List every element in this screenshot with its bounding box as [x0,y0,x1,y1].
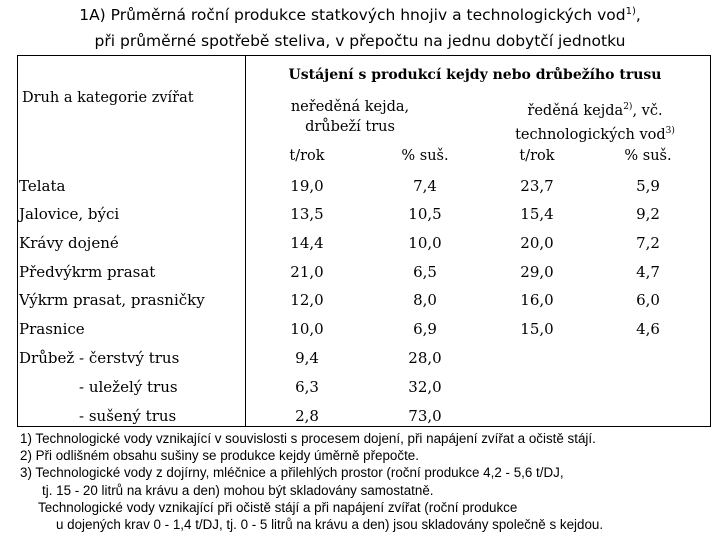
table-cell: 6,3 [295,378,319,396]
row-label: Předvýkrm prasat [19,263,156,281]
table-cell: 12,0 [290,291,324,309]
table-cell: 9,4 [295,349,319,367]
table-cell: 28,0 [408,349,442,367]
column-group-2-line2 [480,121,710,145]
table-cell: 7,2 [636,234,660,252]
table-cell: 6,0 [636,291,660,309]
footnotes [20,430,720,533]
unit-header: % suš. [624,148,672,164]
table-cell: 32,0 [408,378,442,396]
table-cell: 13,5 [290,205,324,223]
column-group-2-line1a: ředěná kejda [527,103,624,119]
column-group-2-line2-text: technologických vod [515,127,666,143]
table-cell: 6,5 [413,263,437,281]
table-cell: 73,0 [408,407,442,425]
row-label: - uleželý trus [79,378,178,396]
title-line-1: 1A) Průměrná roční produkce statkových hnojiv a technologických vod [79,6,626,24]
table-cell: 4,7 [636,263,660,281]
table-cell: 15,0 [520,320,554,338]
row-label: Telata [19,177,66,195]
table-cell: 10,0 [408,234,442,252]
row-label: - sušený trus [79,407,177,425]
table-column-divider [245,55,246,427]
table-cell: 23,7 [520,177,554,195]
table-cell: 4,6 [636,320,660,338]
footnote: Technologické vody vznikající při očistě stájí a při napájení zvířat (roční produkce [38,499,518,515]
footnote: 3) Technologické vody z dojírny, mléčnice a přilehlých prostor (roční produkce 4,2 - 5,6 t/DJ, [20,465,564,481]
table-cell: 14,4 [290,234,324,252]
footnote: 2) Při odlišném obsahu sušiny se produkce kejdy úměrně přepočte. [20,448,419,464]
column-group-2-sup2: 3) [665,126,675,136]
table-cell: 8,0 [413,291,437,309]
unit-header: % suš. [401,148,449,164]
row-label: Krávy dojené [19,234,119,252]
column-group-2-line1b: , vč. [632,103,663,119]
group-header: Ustájení s produkcí kejdy nebo drůbežího trusu [288,67,662,83]
table-cell: 15,4 [520,205,554,223]
table-cell: 16,0 [520,291,554,309]
table-cell: 21,0 [290,263,324,281]
column-group-2-sup1: 2) [623,102,633,112]
table-cell: 19,0 [290,177,324,195]
unit-header: t/rok [289,148,325,164]
title-footnote-mark: 1) [625,6,636,17]
page-subtitle [0,32,720,50]
footnote: 1) Technologické vody vznikající v souvislosti s procesem dojení, při napájení zvířat a očistě stájí. [20,431,596,446]
column-group-1-line1: neředěná kejda, [290,99,410,115]
row-label: Prasnice [19,320,85,338]
footnote: tj. 15 - 20 litrů na krávu a den) mohou být skladovány samostatně. [42,482,434,498]
table-cell: 10,0 [290,320,324,338]
title-line-1-tail: , [635,6,641,24]
table-cell: 10,5 [408,205,442,223]
column-group-2-line1 [480,97,710,121]
table-cell: 7,4 [413,177,437,195]
row-label: Jalovice, býci [19,205,120,223]
footnote: u dojených krav 0 - 1,4 t/DJ, tj. 0 - 5 litrů na krávu a den) jsou skladovány společně s kejdou. [56,516,604,532]
column-group-1-line2: drůbeží trus [305,119,395,135]
unit-header: t/rok [519,148,555,164]
row-label: Výkrm prasat, prasničky [19,291,205,309]
table-cell: 2,8 [295,407,319,425]
column-group-1-header [250,97,450,137]
page-title [0,6,720,24]
title-line-2: při průměrné spotřebě steliva, v přepočtu na jednu dobytčí jednotku [94,32,626,50]
table-cell: 29,0 [520,263,554,281]
row-header: Druh a kategorie zvířat [22,90,194,106]
table-cell: 9,2 [636,205,660,223]
table-cell: 6,9 [413,320,437,338]
table-cell: 5,9 [636,177,660,195]
table-cell: 20,0 [520,234,554,252]
row-label: Drůbež - čerstvý trus [19,349,180,367]
column-group-2-header [480,97,710,145]
